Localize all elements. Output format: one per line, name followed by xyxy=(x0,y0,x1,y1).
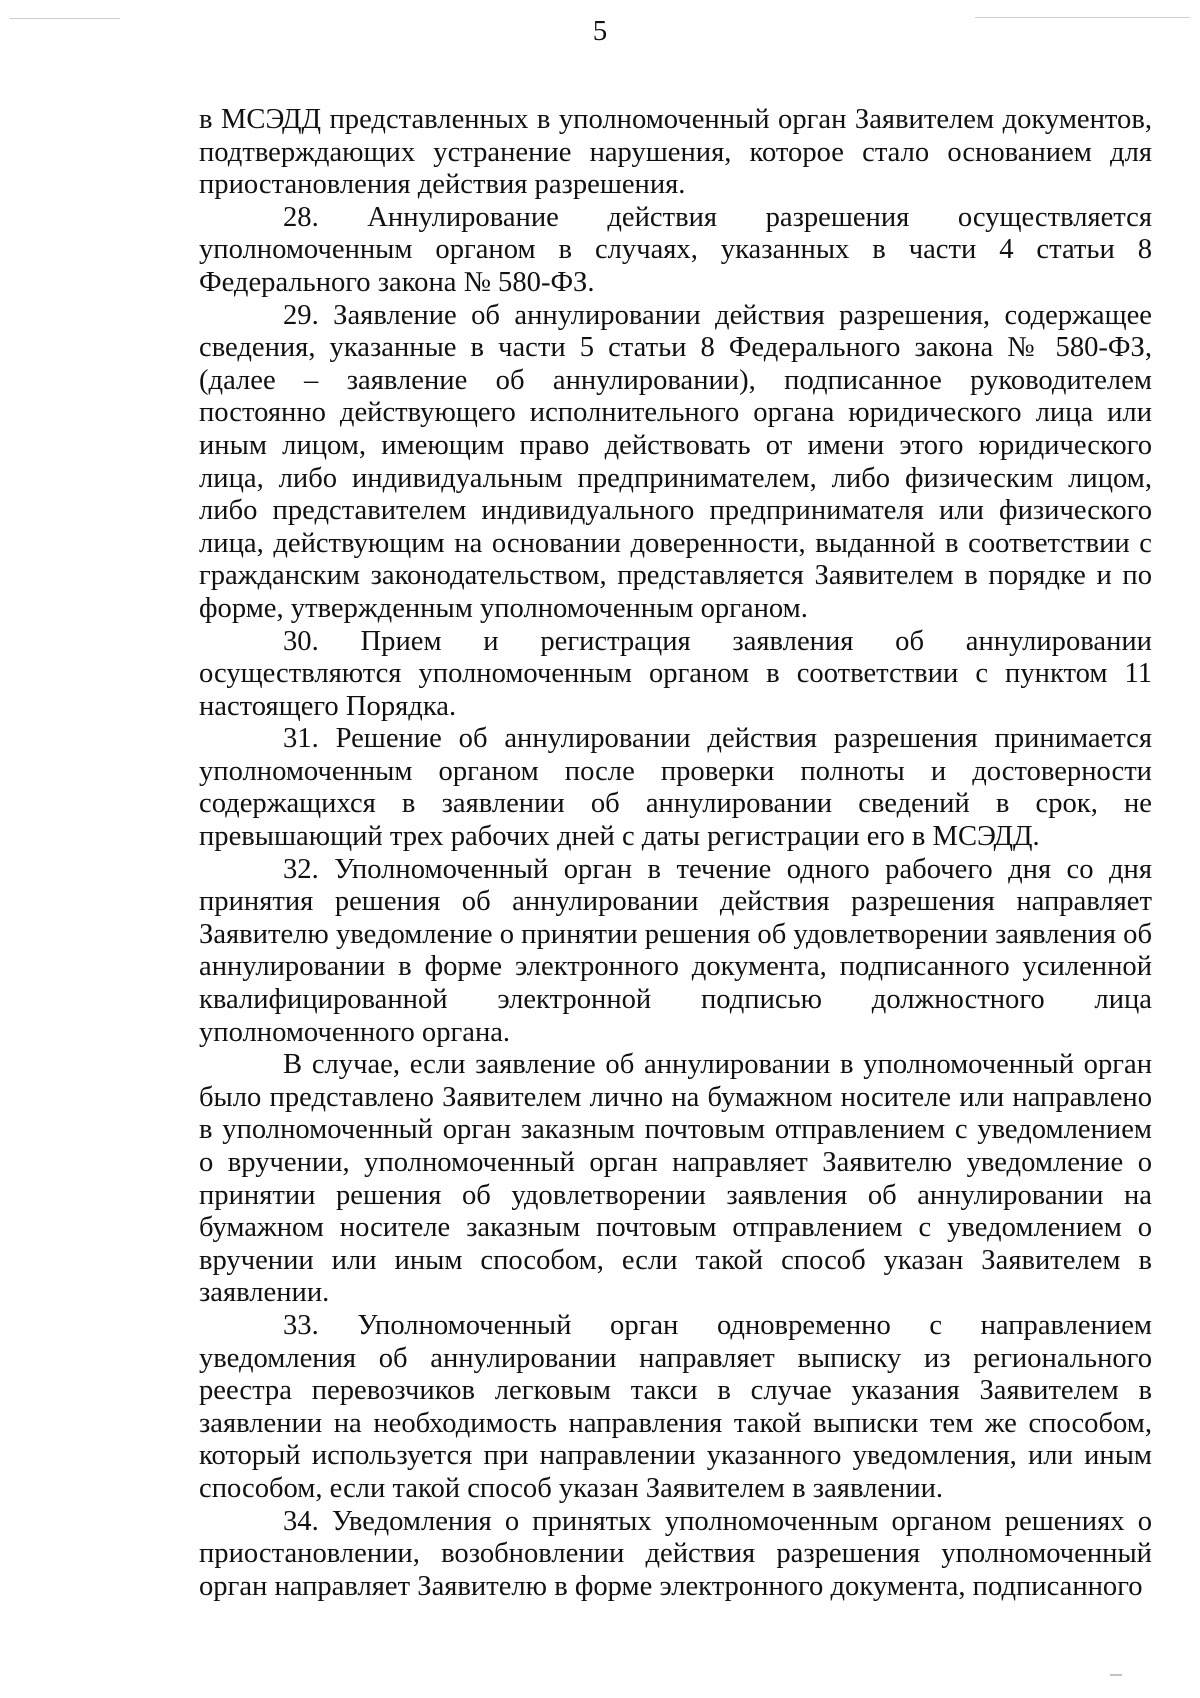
paragraph-32: 32. Уполномоченный орган в течение одного рабочего дня со дня принятия решения об аннулировании действия разрешения направляет Заявителю уведомление о принятии решения об удовлетворении заявления об аннулировании в форме электронного документа, подписанного усиленной квалифицированной электронной подписью должностного лица уполномоченного органа. xyxy=(199,853,1152,1048)
paragraph-31: 31. Решение об аннулировании действия разрешения принимается уполномоченным органом после проверки полноты и достоверности содержащихся в заявлении об аннулировании сведений в срок, не превышающий трех рабочих дней с даты регистрации его в МСЭДД. xyxy=(199,723,1152,853)
scan-artifact-bottom-right xyxy=(1110,1674,1122,1676)
paragraph-32-note: В случае, если заявление об аннулировании в уполномоченный орган было представлено Заявителем лично на бумажном носителе или направлено в уполномоченный орган заказным почтовым отправлением с уведомлением о вручении, уполномоченный орган направляет Заявителю уведомление о принятии решения об удовлетворении заявления об аннулировании на бумажном носителе заказным почтовым отправлением с уведомлением о вручении или иным способом, если такой способ указан Заявителем в заявлении. xyxy=(199,1049,1152,1309)
paragraph-34: 34. Уведомления о принятых уполномоченным органом решениях о приостановлении, возобновлении действия разрешения уполномоченный орган направляет Заявителю в форме электронного документа, подписанного xyxy=(199,1505,1152,1602)
paragraph-29: 29. Заявление об аннулировании действия разрешения, содержащее сведения, указанные в части 5 статьи 8 Федерального закона № 580-ФЗ, (далее – заявление об аннулировании), подписанное руководителем постоянно действующего исполнительного органа юридического лица или иным лицом, имеющим право действовать от имени этого юридического лица, либо индивидуальным предпринимателем, либо физическим лицом, либо представителем индивидуального предпринимателя или физического лица, действующим на основании доверенности, выданной в соответствии с гражданским законодательством, представляется Заявителем в порядке и по форме, утвержденным уполномоченным органом. xyxy=(199,299,1152,624)
page-number: 5 xyxy=(592,15,608,47)
paragraph-continuation: в МСЭДД представленных в уполномоченный орган Заявителем документов, подтверждающих устранение нарушения, которое стало основанием для приостановления действия разрешения. xyxy=(199,104,1152,201)
paragraph-33: 33. Уполномоченный орган одновременно с направлением уведомления об аннулировании направляет выписку из регионального реестра перевозчиков легковым такси в случае указания Заявителем в заявлении на необходимость направления такой выписки тем же способом, который используется при направлении указанного уведомления, или иным способом, если такой способ указан Заявителем в заявлении. xyxy=(199,1309,1152,1504)
paragraph-28: 28. Аннулирование действия разрешения осуществляется уполномоченным органом в случаях, указанных в части 4 статьи 8 Федерального закона № 580-ФЗ. xyxy=(199,201,1152,298)
document-body xyxy=(199,104,1152,1603)
paragraph-30: 30. Прием и регистрация заявления об аннулировании осуществляются уполномоченным органом в соответствии с пунктом 11 настоящего Порядка. xyxy=(199,625,1152,722)
